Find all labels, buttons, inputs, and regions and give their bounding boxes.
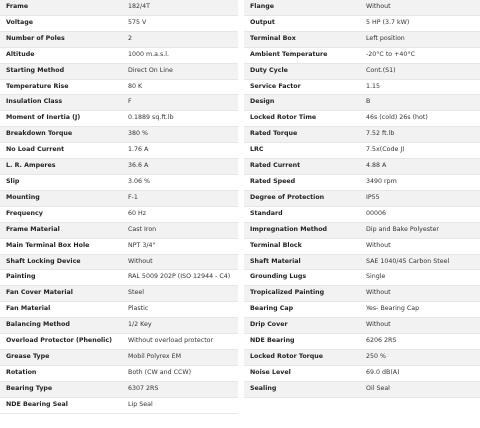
spec-row — [244, 174, 480, 190]
spec-label: Rated Current — [244, 159, 360, 175]
spec-row — [244, 127, 480, 143]
spec-row — [244, 365, 480, 381]
spec-label: Shaft Locking Device — [0, 254, 122, 270]
spec-row — [244, 238, 480, 254]
spec-value: Dip and Bake Polyester — [360, 222, 480, 238]
spec-label: Terminal Box — [244, 31, 360, 47]
spec-row — [0, 397, 238, 413]
spec-value: Cont.(S1) — [360, 63, 480, 79]
spec-value: Without overload protector — [122, 334, 238, 350]
spec-row — [244, 143, 480, 159]
spec-value: 380 % — [122, 127, 238, 143]
spec-table-right-body — [244, 0, 480, 397]
spec-value: Left position — [360, 31, 480, 47]
spec-value: 1.76 A — [122, 143, 238, 159]
spec-label: Locked Rotor Torque — [244, 349, 360, 365]
spec-row — [0, 302, 238, 318]
spec-label: Impregnation Method — [244, 222, 360, 238]
spec-label: Number of Poles — [0, 31, 122, 47]
spec-value: 7.5x(Code J) — [360, 143, 480, 159]
spec-row — [0, 111, 238, 127]
spec-value: Direct On Line — [122, 63, 238, 79]
spec-label: LRC — [244, 143, 360, 159]
spec-value: Lip Seal — [122, 397, 238, 413]
spec-value: F — [122, 95, 238, 111]
spec-label: Bearing Cap — [244, 302, 360, 318]
spec-table-right-column — [244, 0, 480, 414]
spec-row — [0, 365, 238, 381]
spec-label: L. R. Amperes — [0, 159, 122, 175]
spec-row — [244, 318, 480, 334]
spec-label: Degree of Protection — [244, 190, 360, 206]
spec-row — [0, 254, 238, 270]
spec-row — [244, 302, 480, 318]
spec-row — [0, 286, 238, 302]
spec-row — [0, 270, 238, 286]
spec-value: 1.15 — [360, 79, 480, 95]
spec-label: Breakdown Torque — [0, 127, 122, 143]
spec-value: Without — [360, 238, 480, 254]
spec-table-left-column — [0, 0, 238, 414]
spec-value: 0.1889 sq.ft.lb — [122, 111, 238, 127]
spec-value: 6206 2RS — [360, 334, 480, 350]
spec-label: Balancing Method — [0, 318, 122, 334]
spec-value: SAE 1040/45 Carbon Steel — [360, 254, 480, 270]
spec-row — [0, 143, 238, 159]
spec-value: 6307 2RS — [122, 381, 238, 397]
spec-label: Rated Speed — [244, 174, 360, 190]
spec-table-left — [0, 0, 238, 414]
spec-row — [244, 95, 480, 111]
spec-row — [244, 111, 480, 127]
spec-row — [244, 222, 480, 238]
spec-label: Voltage — [0, 15, 122, 31]
spec-row — [244, 334, 480, 350]
spec-row — [0, 222, 238, 238]
spec-label: Fan Cover Material — [0, 286, 122, 302]
spec-label: Sealing — [244, 381, 360, 397]
spec-row — [244, 349, 480, 365]
spec-value: Oil Seal — [360, 381, 480, 397]
spec-label: Insulation Class — [0, 95, 122, 111]
spec-label: Painting — [0, 270, 122, 286]
spec-label: Output — [244, 15, 360, 31]
spec-row — [0, 63, 238, 79]
spec-value: 2 — [122, 31, 238, 47]
spec-label: Locked Rotor Time — [244, 111, 360, 127]
spec-value: 250 % — [360, 349, 480, 365]
spec-label: Starting Method — [0, 63, 122, 79]
spec-row — [0, 31, 238, 47]
spec-label: NDE Bearing Seal — [0, 397, 122, 413]
spec-value: 69.0 dB(A) — [360, 365, 480, 381]
spec-row — [0, 127, 238, 143]
spec-value: Plastic — [122, 302, 238, 318]
spec-value: IP55 — [360, 190, 480, 206]
spec-label: Service Factor — [244, 79, 360, 95]
spec-row — [0, 79, 238, 95]
spec-label: Rated Torque — [244, 127, 360, 143]
spec-row — [244, 206, 480, 222]
spec-label: Noise Level — [244, 365, 360, 381]
spec-label: Mounting — [0, 190, 122, 206]
spec-row — [244, 79, 480, 95]
spec-value: 5 HP (3.7 kW) — [360, 15, 480, 31]
spec-label: Tropicalized Painting — [244, 286, 360, 302]
spec-row — [0, 190, 238, 206]
spec-label: Grease Type — [0, 349, 122, 365]
spec-row — [244, 190, 480, 206]
spec-value: Without — [122, 254, 238, 270]
spec-label: Bearing Type — [0, 381, 122, 397]
spec-row — [0, 349, 238, 365]
spec-row — [0, 15, 238, 31]
spec-label: Moment of Inertia (J) — [0, 111, 122, 127]
spec-label: Shaft Material — [244, 254, 360, 270]
spec-value: Without — [360, 318, 480, 334]
spec-row — [0, 47, 238, 63]
spec-row — [244, 47, 480, 63]
spec-label: Rotation — [0, 365, 122, 381]
spec-label: Frame — [0, 0, 122, 15]
spec-value: Without — [360, 0, 480, 15]
spec-row — [244, 31, 480, 47]
spec-value: 00006 — [360, 206, 480, 222]
spec-label: Drip Cover — [244, 318, 360, 334]
spec-value: RAL 5009 202P (ISO 12944 - C4) — [122, 270, 238, 286]
spec-row — [0, 174, 238, 190]
spec-label: Frame Material — [0, 222, 122, 238]
spec-row — [244, 63, 480, 79]
spec-row — [244, 15, 480, 31]
spec-label: Flange — [244, 0, 360, 15]
spec-label: Ambient Temperature — [244, 47, 360, 63]
spec-value: Single — [360, 270, 480, 286]
spec-value: Yes- Bearing Cap — [360, 302, 480, 318]
spec-row — [0, 381, 238, 397]
spec-row — [244, 0, 480, 15]
spec-value: 575 V — [122, 15, 238, 31]
spec-table-right — [244, 0, 480, 398]
spec-row — [244, 270, 480, 286]
spec-label: Standard — [244, 206, 360, 222]
spec-value: -20°C to +40°C — [360, 47, 480, 63]
spec-label: No Load Current — [0, 143, 122, 159]
spec-value: 60 Hz — [122, 206, 238, 222]
spec-row — [0, 0, 238, 15]
spec-label: Fan Material — [0, 302, 122, 318]
spec-value: Both (CW and CCW) — [122, 365, 238, 381]
spec-value: 1000 m.a.s.l. — [122, 47, 238, 63]
spec-value: 3.06 % — [122, 174, 238, 190]
spec-value: 7.52 ft.lb — [360, 127, 480, 143]
spec-value: Mobil Polyrex EM — [122, 349, 238, 365]
spec-row — [244, 381, 480, 397]
spec-value: 4.88 A — [360, 159, 480, 175]
spec-label: Terminal Block — [244, 238, 360, 254]
spec-row — [0, 159, 238, 175]
spec-value: 36.6 A — [122, 159, 238, 175]
spec-value: NPT 3/4" — [122, 238, 238, 254]
spec-label: Altitude — [0, 47, 122, 63]
spec-value: F-1 — [122, 190, 238, 206]
spec-row — [0, 238, 238, 254]
spec-label: Slip — [0, 174, 122, 190]
spec-value: 80 K — [122, 79, 238, 95]
spec-row — [0, 206, 238, 222]
spec-value: Steel — [122, 286, 238, 302]
spec-row — [244, 254, 480, 270]
spec-value: 1/2 Key — [122, 318, 238, 334]
spec-value: Without — [360, 286, 480, 302]
spec-label: Overload Protector (Phenolic) — [0, 334, 122, 350]
spec-table-left-body — [0, 0, 238, 413]
spec-row — [0, 318, 238, 334]
spec-row — [0, 95, 238, 111]
spec-row — [0, 334, 238, 350]
spec-label: Grounding Lugs — [244, 270, 360, 286]
spec-label: Design — [244, 95, 360, 111]
spec-label: Temperature Rise — [0, 79, 122, 95]
spec-value: B — [360, 95, 480, 111]
spec-row — [244, 286, 480, 302]
spec-label: Frequency — [0, 206, 122, 222]
spec-value: Cast Iron — [122, 222, 238, 238]
spec-value: 3490 rpm — [360, 174, 480, 190]
spec-label: NDE Bearing — [244, 334, 360, 350]
spec-row — [244, 159, 480, 175]
spec-value: 46s (cold) 26s (hot) — [360, 111, 480, 127]
spec-label: Main Terminal Box Hole — [0, 238, 122, 254]
spec-label: Duty Cycle — [244, 63, 360, 79]
spec-value: 182/4T — [122, 0, 238, 15]
